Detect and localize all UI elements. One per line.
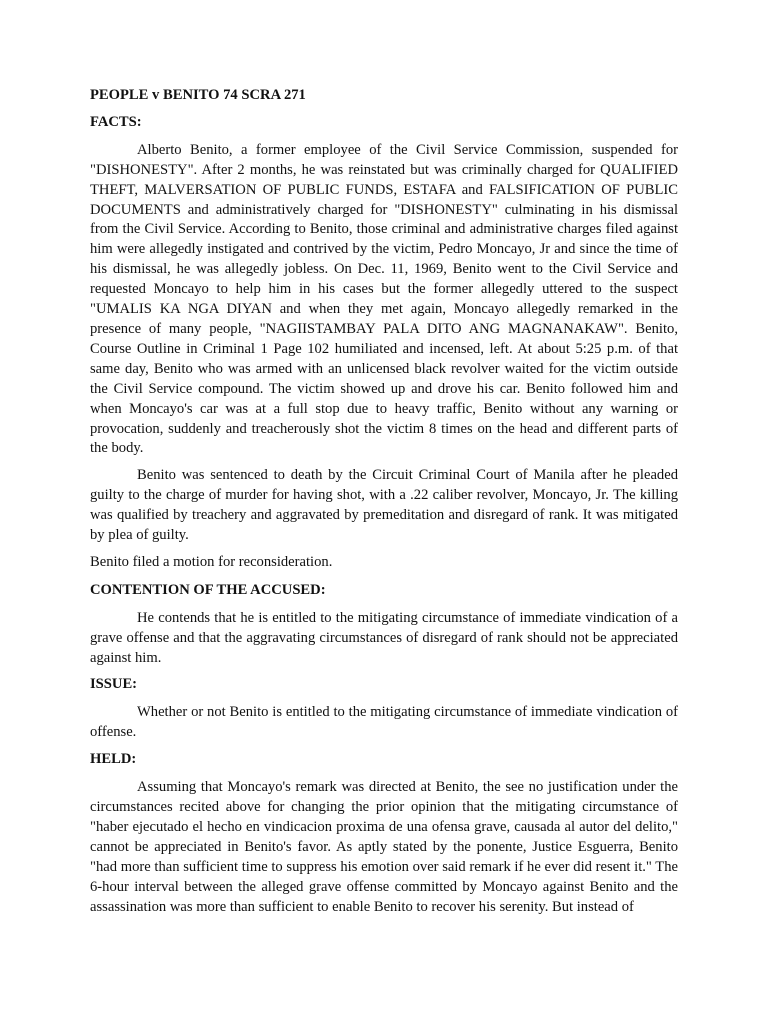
contention-paragraph: He contends that he is entitled to the mitigating circumstance of immediate vindication of a grave offense and that the aggravating circumstances of disregard of rank should not be appreciated against him.	[90, 609, 678, 666]
contention-heading: CONTENTION OF THE ACCUSED:	[90, 581, 326, 598]
issue-heading: ISSUE:	[90, 676, 138, 693]
document-title: PEOPLE v BENITO 74 SCRA 271	[90, 87, 306, 103]
document-page	[90, 86, 678, 924]
held-heading: HELD:	[90, 751, 137, 768]
issue-paragraph: Whether or not Benito is entitled to the mitigating circumstance of immediate vindication of offense.	[90, 704, 678, 741]
facts-paragraph-1: Alberto Benito, a former employee of the Civil Service Commission, suspended for "DISHONESTY". After 2 months, he was reinstated but was criminally charged for QUALIFIED THEFT, MALVERSATION OF PUBLIC FUNDS, ESTAFA and FALSIFICATION OF PUBLIC DOCUMENTS and administratively charged for "DISHONESTY" culminating in his dismissal from the Civil Service. According to Benito, those criminal and administrative charges filed against him were allegedly instigated and contrived by the victim, Pedro Moncayo, Jr and since the time of his dismissal, he was allegedly jobless. On Dec. 11, 1969, Benito went to the Civil Service and requested Moncayo to help him in his cases but the former allegedly uttered to the suspect "UMALIS KA NGA DIYAN and when they met again, Moncayo allegedly remarked in the presence of many people, "NAGIISTAMBAY PALA DITO ANG MAGNANAKAW". Benito, Course Outline in Criminal 1 Page 102 humiliated and incensed, left. At about 5:25 p.m. of that same day, Benito who was armed with an unlicensed black revolver waited for the victim outside the Civil Service compound. The victim showed up and drove his car. Benito followed him and when Moncayo's car was at a full stop due to heavy traffic, Benito without any warning or provocation, suddenly and treacherously shot the victim 8 times on the head and different parts of the body.	[90, 141, 678, 457]
held-paragraph: Assuming that Moncayo's remark was directed at Benito, the see no justification under the circumstances recited above for changing the prior opinion that the mitigating circumstance of "haber ejecutado el hecho en vindicacion proxima de una ofensa grave, causada al autor del delito," cannot be appreciated in Benito's favor. As aptly stated by the ponente, Justice Esguerra, Benito "had more than sufficient time to suppress his emotion over said remark if he ever did resent it." The 6-hour interval between the alleged grave offense committed by Moncayo against Benito and the assassination was more than sufficient to enable Benito to recover his serenity. But instead of	[90, 779, 678, 915]
facts-heading: FACTS:	[90, 113, 142, 130]
facts-paragraph-2: Benito was sentenced to death by the Circuit Criminal Court of Manila after he pleaded guilty to the charge of murder for having shot, with a .22 caliber revolver, Moncayo, Jr. The killing was qualified by treachery and aggravated by premeditation and disregard of rank. It was mitigated by plea of guilty.	[90, 467, 678, 544]
facts-closing-line: Benito filed a motion for reconsideration.	[90, 553, 333, 570]
